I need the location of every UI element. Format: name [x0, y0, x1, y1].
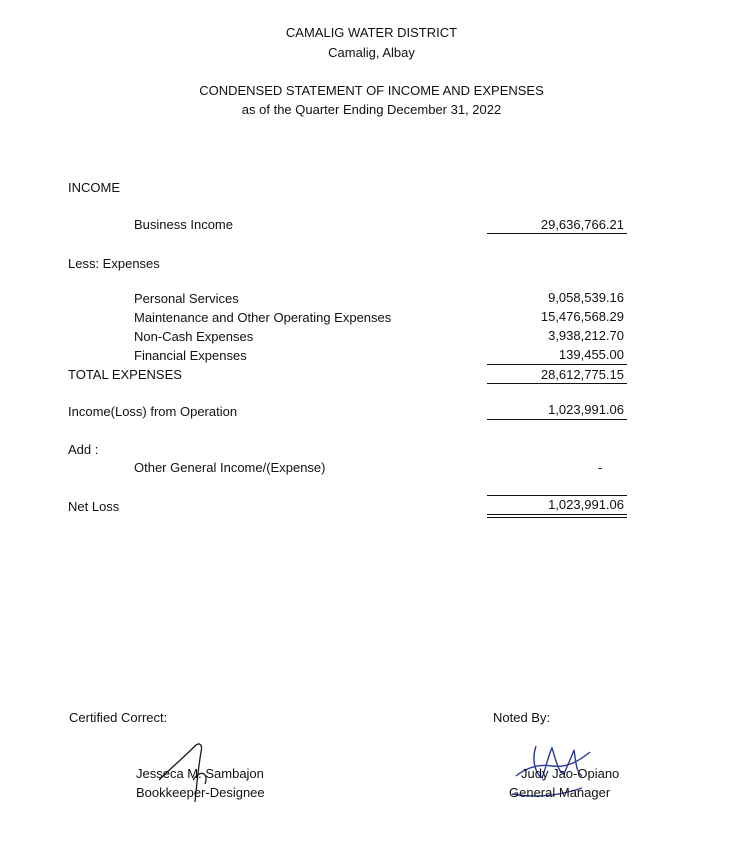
expenses-subtotal-line: [487, 364, 627, 365]
expense-item-value: 139,455.00: [558, 347, 624, 362]
statement-title: CONDENSED STATEMENT OF INCOME AND EXPENSES: [199, 83, 544, 98]
organization-location: Camalig, Albay: [328, 45, 415, 60]
organization-name: CAMALIG WATER DISTRICT: [285, 25, 458, 40]
total-expenses-value: 28,612,775.15: [540, 367, 624, 382]
net-double-underline-bottom: [487, 517, 627, 518]
expense-item-label: Personal Services: [134, 291, 239, 306]
expense-item-value: 15,476,568.29: [540, 309, 624, 324]
operation-underline: [487, 419, 627, 420]
expense-item-value: 9,058,539.16: [548, 290, 624, 305]
expenses-heading: Less: Expenses: [68, 256, 160, 271]
expense-item-label: Non-Cash Expenses: [134, 329, 254, 344]
operation-label: Income(Loss) from Operation: [68, 404, 238, 419]
business-income-value: 29,636,766.21: [540, 217, 624, 232]
left-signatory-name: Jesseca M. Sambajon: [136, 766, 264, 781]
income-heading: INCOME: [68, 180, 120, 195]
other-income-value: -: [598, 460, 603, 475]
add-heading: Add :: [68, 442, 99, 457]
noted-by-caption: Noted By:: [493, 710, 551, 725]
statement-period: as of the Quarter Ending December 31, 2022: [241, 102, 502, 117]
certified-correct-caption: Certified Correct:: [69, 710, 168, 725]
right-signatory-position: General Manager: [509, 785, 611, 800]
expense-item-value: 3,938,212.70: [548, 328, 624, 343]
net-loss-value: 1,023,991.06: [548, 497, 624, 512]
business-income-label: Business Income: [134, 217, 233, 232]
expense-item-label: Financial Expenses: [134, 348, 247, 363]
total-expenses-underline: [487, 383, 627, 384]
net-loss-label: Net Loss: [68, 499, 120, 514]
net-overline: [487, 495, 627, 496]
business-income-underline: [487, 233, 627, 234]
expense-item-label: Maintenance and Other Operating Expenses: [134, 310, 392, 325]
right-signatory-name: Judy Jao-Opiano: [521, 766, 620, 781]
total-expenses-label: TOTAL EXPENSES: [68, 367, 182, 382]
net-double-underline-top: [487, 514, 627, 515]
left-signatory-position: Bookkeeper-Designee: [136, 785, 265, 800]
operation-value: 1,023,991.06: [548, 402, 624, 417]
other-income-label: Other General Income/(Expense): [134, 460, 326, 475]
